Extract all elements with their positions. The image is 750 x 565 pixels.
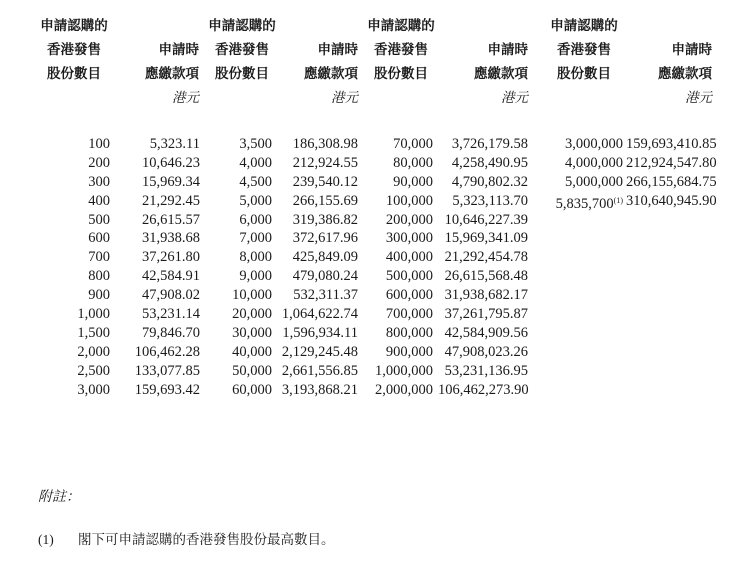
- table-cell: 2,661,556.85: [281, 362, 358, 379]
- shares-column-2: [205, 135, 272, 399]
- table-cell: 30,000: [232, 324, 272, 341]
- table-cell: 10,646.23: [142, 154, 200, 171]
- table-cell: 10,000: [232, 287, 272, 304]
- table-cell: 100,000: [385, 192, 433, 209]
- amount-column-2: [278, 135, 358, 399]
- table-cell: 47,908.02: [142, 287, 200, 304]
- table-cell: 26,615,568.48: [444, 268, 528, 285]
- table-cell: 159,693,410.85: [626, 136, 717, 152]
- table-cell: 200: [88, 154, 110, 171]
- table-cell: 15,969,341.09: [444, 230, 528, 247]
- table-cell: 800: [88, 268, 110, 285]
- table-cell: 300,000: [385, 230, 433, 247]
- table-cell: 5,000,000: [565, 173, 623, 190]
- table-cell: 310,640,945.90: [626, 192, 717, 209]
- table-cell: 212,924.55: [292, 154, 358, 171]
- table-cell: 3,500: [239, 136, 272, 152]
- table-cell: 90,000: [393, 173, 433, 190]
- table-cell: 15,969.34: [142, 173, 200, 190]
- table-cell: 6,000: [239, 211, 272, 228]
- table-cell: 7,000: [239, 230, 272, 247]
- table-cell: 31,938.68: [142, 230, 200, 247]
- table-cell: 106,462.28: [134, 343, 200, 360]
- table-cell: 4,500: [239, 173, 272, 190]
- table-cell: 21,292,454.78: [444, 249, 528, 266]
- table-cell: 53,231,136.95: [444, 362, 528, 379]
- table-cell: 26,615.57: [142, 211, 200, 228]
- table-cell: 266,155,684.75: [626, 173, 717, 190]
- amount-column-3: [438, 135, 528, 399]
- table-cell: 133,077.85: [134, 362, 200, 379]
- table-cell: 42,584,909.56: [444, 324, 528, 341]
- table-cell: 300: [88, 173, 110, 190]
- table-cell: 3,726,179.58: [451, 136, 528, 152]
- table-cell: 266,155.69: [292, 192, 358, 209]
- table-cell: 4,000,000: [565, 154, 623, 171]
- table-cell: 3,000,000: [565, 136, 623, 152]
- shares-column-1: [40, 135, 110, 399]
- notes-heading: 附註：: [38, 489, 80, 505]
- table-cell: 500,000: [385, 268, 433, 285]
- table-cell: 800,000: [385, 324, 433, 341]
- table-cell: 1,000: [77, 306, 110, 323]
- table-cell: 425,849.09: [292, 249, 358, 266]
- table-cell: 700: [88, 249, 110, 266]
- table-cell: 239,540.12: [292, 173, 358, 190]
- table-cell: 1,596,934.11: [282, 324, 358, 341]
- amount-column-4: [626, 135, 717, 211]
- table-cell: 2,000,000: [375, 381, 433, 398]
- table-cell: 700,000: [385, 306, 433, 323]
- table-cell: 2,000: [77, 343, 110, 360]
- table-cell: 5,835,700$^{(1)}$: [555, 195, 623, 212]
- table-cell: 79,846.70: [142, 324, 200, 341]
- table-cell: 2,129,245.48: [281, 343, 358, 360]
- table-cell: 3,000: [77, 381, 110, 398]
- table-cell: 31,938,682.17: [444, 287, 528, 304]
- table-cell: 900,000: [385, 343, 433, 360]
- table-cell: 400,000: [385, 249, 433, 266]
- table-cell: 10,646,227.39: [444, 211, 528, 228]
- amount-header-2: 申請時 應繳款項 港元: [304, 42, 358, 105]
- table-cell: 212,924,547.80: [626, 154, 717, 171]
- footnote-marker: (1): [613, 195, 623, 205]
- shares-header-1: 申請認購的 香港發售 股份數目: [40, 18, 108, 82]
- table-cell: 1,000,000: [375, 362, 433, 379]
- table-cell: 2,500: [77, 362, 110, 379]
- table-cell: 40,000: [232, 343, 272, 360]
- amount-header-1: 申請時 應繳款項 港元: [145, 42, 199, 105]
- table-cell: 200,000: [385, 211, 433, 228]
- table-cell: 5,323.11: [149, 136, 200, 152]
- shares-column-3: [365, 135, 433, 399]
- table-cell: 70,000: [393, 136, 433, 152]
- amount-column-1: [115, 135, 200, 399]
- table-cell: 159,693.42: [134, 381, 200, 398]
- table-cell: 400: [88, 192, 110, 209]
- table-cell: 42,584.91: [142, 268, 200, 285]
- shares-header-3: 申請認購的 香港發售 股份數目: [367, 18, 435, 82]
- table-cell: 4,258,490.95: [451, 154, 528, 171]
- table-cell: 4,000: [239, 154, 272, 171]
- table-cell: 53,231.14: [142, 306, 200, 323]
- shares-column-4: [545, 135, 623, 211]
- table-cell: 8,000: [239, 249, 272, 266]
- table-cell: 186,308.98: [292, 136, 358, 152]
- table-cell: 600: [88, 230, 110, 247]
- table-cell: 37,261,795.87: [444, 306, 528, 323]
- shares-header-2: 申請認購的 香港發售 股份數目: [208, 18, 276, 82]
- note-text: 閣下可申請認購的香港發售股份最高數目。: [78, 532, 335, 548]
- table-cell: 106,462,273.90: [438, 381, 529, 398]
- table-cell: 500: [88, 211, 110, 228]
- table-cell: 3,193,868.21: [281, 381, 358, 398]
- table-cell: 479,080.24: [292, 268, 358, 285]
- table-cell: 372,617.96: [292, 230, 358, 247]
- table-cell: 37,261.80: [142, 249, 200, 266]
- table-cell: 600,000: [385, 287, 433, 304]
- note-number: (1): [38, 532, 54, 547]
- table-cell: 50,000: [232, 362, 272, 379]
- shares-header-4: 申請認購的 香港發售 股份數目: [550, 18, 618, 82]
- table-cell: 5,323,113.70: [452, 192, 528, 209]
- table-cell: 9,000: [239, 268, 272, 285]
- table-cell: 80,000: [393, 154, 433, 171]
- table-cell: 900: [88, 287, 110, 304]
- table-cell: 47,908,023.26: [444, 343, 528, 360]
- note-item: [38, 528, 335, 548]
- table-cell: 532,311.37: [293, 287, 358, 304]
- table-cell: 21,292.45: [142, 192, 200, 209]
- table-cell: 20,000: [232, 306, 272, 323]
- amount-header-4: 申請時 應繳款項 港元: [658, 42, 712, 105]
- table-cell: 319,386.82: [292, 211, 358, 228]
- table-cell: 60,000: [232, 381, 272, 398]
- table-cell: 1,064,622.74: [281, 306, 358, 323]
- table-cell: 5,000: [239, 192, 272, 209]
- table-cell: 4,790,802.32: [451, 173, 528, 190]
- table-cell: 100: [88, 136, 110, 152]
- amount-header-3: 申請時 應繳款項 港元: [474, 42, 528, 105]
- table-cell: 1,500: [77, 324, 110, 341]
